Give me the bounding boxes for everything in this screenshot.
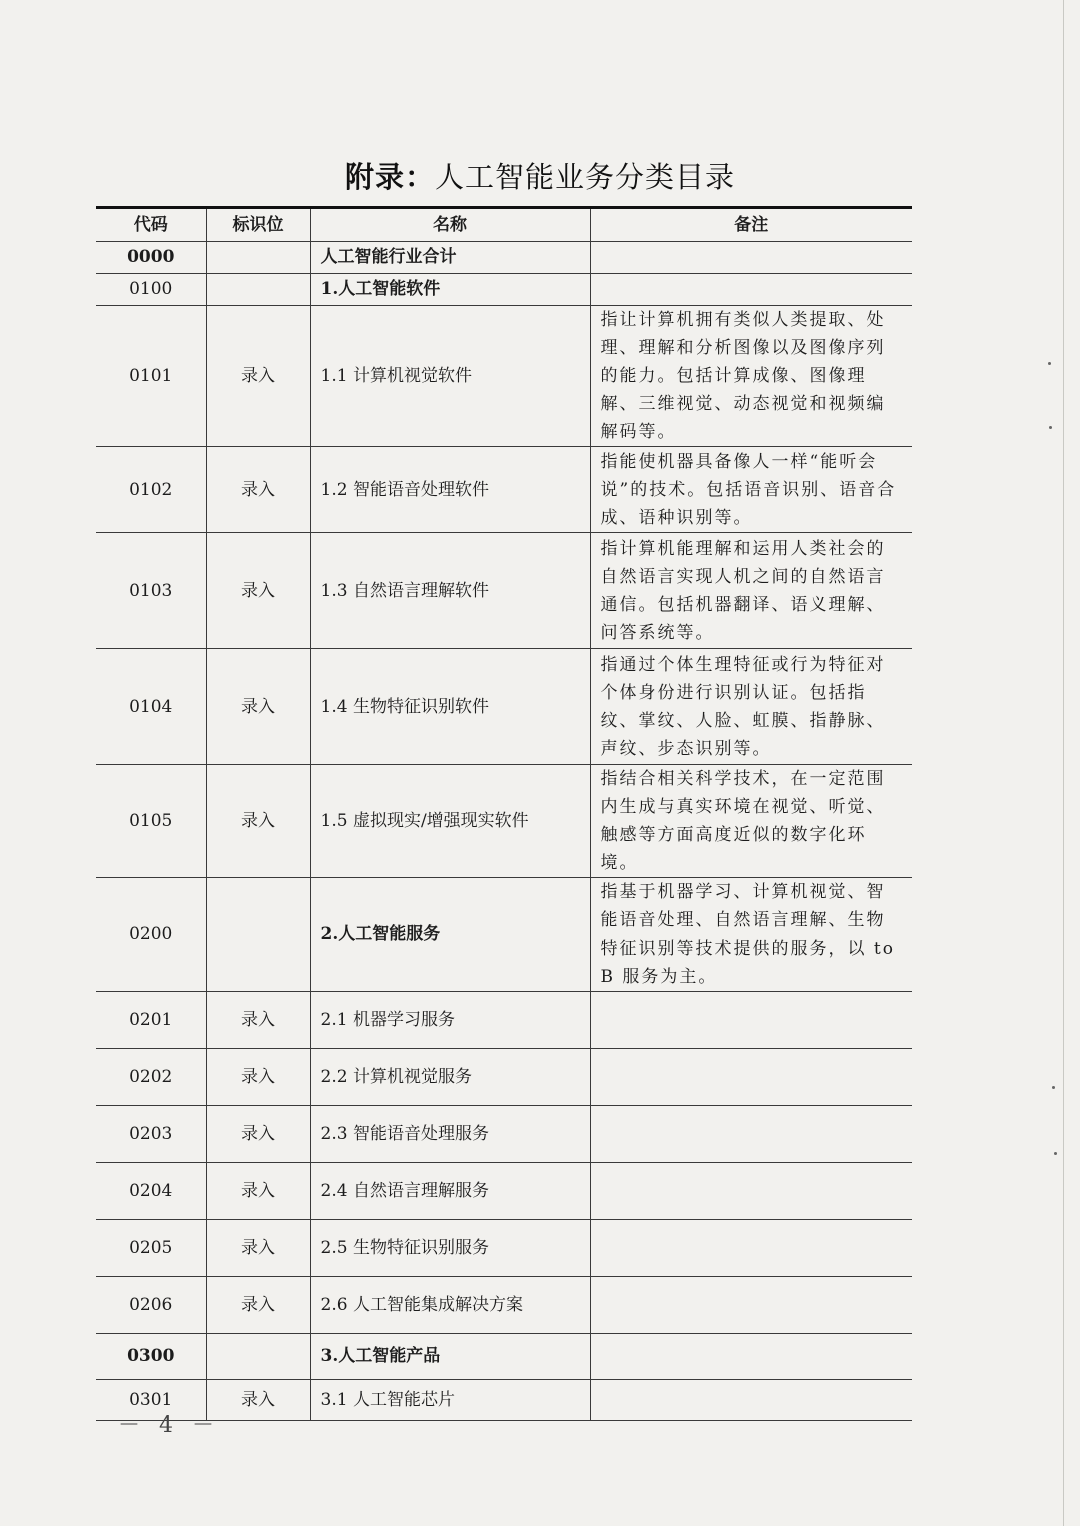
row-flag: 录入 — [206, 447, 310, 533]
table-row — [96, 1048, 912, 1105]
row-name: 1.人工智能软件 — [310, 274, 590, 306]
row-note — [590, 274, 912, 306]
row-flag: 录入 — [206, 991, 310, 1048]
row-flag: 录入 — [206, 1105, 310, 1162]
catalog-table — [96, 206, 912, 1421]
table-body — [96, 242, 912, 1421]
row-note — [590, 1379, 912, 1420]
table-row — [96, 447, 912, 533]
row-flag: 录入 — [206, 1379, 310, 1420]
row-note — [590, 242, 912, 274]
page-edge-line — [1063, 0, 1064, 1526]
row-note: 指计算机能理解和运用人类社会的自然语言实现人机之间的自然语言通信。包括机器翻译、语义理解、问答系统等。 — [590, 533, 912, 649]
row-code: 0200 — [96, 878, 206, 991]
header-code: 代码 — [96, 208, 206, 242]
header-name: 名称 — [310, 208, 590, 242]
scan-speck — [1049, 426, 1052, 429]
row-code: 0205 — [96, 1219, 206, 1276]
row-name: 人工智能行业合计 — [310, 242, 590, 274]
page-title — [0, 155, 1080, 196]
row-code: 0000 — [96, 242, 206, 274]
row-note — [590, 1162, 912, 1219]
row-code: 0101 — [96, 306, 206, 447]
table-row — [96, 878, 912, 991]
scan-speck — [1054, 1152, 1057, 1155]
table-row — [96, 242, 912, 274]
table-row — [96, 533, 912, 649]
row-flag: 录入 — [206, 649, 310, 765]
row-note — [590, 1276, 912, 1333]
row-code: 0204 — [96, 1162, 206, 1219]
row-code: 0206 — [96, 1276, 206, 1333]
row-note: 指结合相关科学技术，在一定范围内生成与真实环境在视觉、听觉、触感等方面高度近似的数字化环境。 — [590, 765, 912, 878]
table-row — [96, 991, 912, 1048]
row-code: 0300 — [96, 1333, 206, 1379]
row-note — [590, 1333, 912, 1379]
table-row — [96, 649, 912, 765]
table-row — [96, 1105, 912, 1162]
row-code: 0100 — [96, 274, 206, 306]
row-name: 3.人工智能产品 — [310, 1333, 590, 1379]
scan-speck — [1048, 362, 1051, 365]
table-row — [96, 1333, 912, 1379]
row-name: 2.6 人工智能集成解决方案 — [310, 1276, 590, 1333]
table-row — [96, 1219, 912, 1276]
table-row — [96, 1276, 912, 1333]
row-note: 指基于机器学习、计算机视觉、智能语音处理、自然语言理解、生物特征识别等技术提供的服务，以 to B 服务为主。 — [590, 878, 912, 991]
row-code: 0102 — [96, 447, 206, 533]
row-flag: 录入 — [206, 1048, 310, 1105]
row-name: 1.3 自然语言理解软件 — [310, 533, 590, 649]
row-code: 0203 — [96, 1105, 206, 1162]
row-flag: 录入 — [206, 306, 310, 447]
row-name: 2.3 智能语音处理服务 — [310, 1105, 590, 1162]
row-name: 2.1 机器学习服务 — [310, 991, 590, 1048]
row-flag — [206, 878, 310, 991]
row-name: 1.4 生物特征识别软件 — [310, 649, 590, 765]
row-note — [590, 1048, 912, 1105]
table-row — [96, 274, 912, 306]
row-note: 指能使机器具备像人一样“能听会说”的技术。包括语音识别、语音合成、语种识别等。 — [590, 447, 912, 533]
table-header-row — [96, 208, 912, 242]
row-code: 0105 — [96, 765, 206, 878]
row-name: 2.人工智能服务 — [310, 878, 590, 991]
row-flag — [206, 1333, 310, 1379]
row-note — [590, 1219, 912, 1276]
scan-speck — [1052, 1086, 1055, 1089]
title-text: 人工智能业务分类目录 — [435, 160, 736, 194]
row-name: 2.5 生物特征识别服务 — [310, 1219, 590, 1276]
row-note: 指通过个体生理特征或行为特征对个体身份进行识别认证。包括指纹、掌纹、人脸、虹膜、指静脉、声纹、步态识别等。 — [590, 649, 912, 765]
page-number: － 4 － — [118, 1413, 220, 1438]
title-prefix: 附录： — [344, 160, 435, 194]
row-code: 0103 — [96, 533, 206, 649]
row-note: 指让计算机拥有类似人类提取、处理、理解和分析图像以及图像序列的能力。包括计算成像、图像理解、三维视觉、动态视觉和视频编解码等。 — [590, 306, 912, 447]
row-code: 0104 — [96, 649, 206, 765]
row-name: 2.4 自然语言理解服务 — [310, 1162, 590, 1219]
row-name: 1.1 计算机视觉软件 — [310, 306, 590, 447]
row-code: 0301 — [96, 1379, 206, 1420]
header-note: 备注 — [590, 208, 912, 242]
row-name: 3.1 人工智能芯片 — [310, 1379, 590, 1420]
table-row — [96, 306, 912, 447]
row-flag: 录入 — [206, 1276, 310, 1333]
header-flag: 标识位 — [206, 208, 310, 242]
row-flag: 录入 — [206, 1162, 310, 1219]
row-name: 2.2 计算机视觉服务 — [310, 1048, 590, 1105]
row-name: 1.5 虚拟现实/增强现实软件 — [310, 765, 590, 878]
row-note — [590, 1105, 912, 1162]
row-flag — [206, 274, 310, 306]
row-flag: 录入 — [206, 1219, 310, 1276]
row-name: 1.2 智能语音处理软件 — [310, 447, 590, 533]
row-flag: 录入 — [206, 765, 310, 878]
row-code: 0202 — [96, 1048, 206, 1105]
table-row — [96, 765, 912, 878]
table-row — [96, 1162, 912, 1219]
row-flag: 录入 — [206, 533, 310, 649]
row-note — [590, 991, 912, 1048]
row-code: 0201 — [96, 991, 206, 1048]
row-flag — [206, 242, 310, 274]
